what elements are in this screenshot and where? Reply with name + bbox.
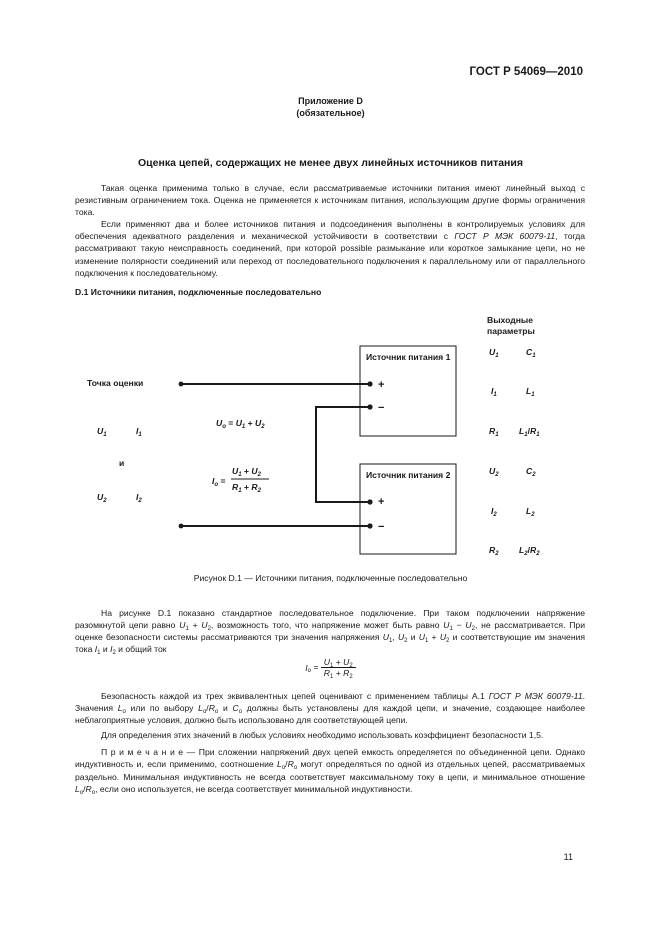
formula-u0: $U_o = U_1 + U_2$ [216,418,265,430]
main-title: Оценка цепей, содержащих не менее двух линейных источников питания [138,157,523,169]
intro-paragraph-1: Такая оценка применима только в случае, если рассматриваемые источники питания имеют линейный выход с резистивным ограничением тока. Оценка не применяется к источникам питания, использующим другие формы ограничения тока. [75,183,585,218]
label-i1-left: $I_1$ [136,426,142,438]
figure-caption: Рисунок D.1 — Источники питания, подключенные последовательно [193,573,468,583]
eval-terminal-bottom [179,524,184,529]
body-text [75,607,585,655]
eval-terminal-top [179,382,184,387]
out-l2r2: $L_2/R_2$ [519,545,540,557]
plus-sign-1: + [378,379,385,391]
minus-sign-2: − [378,521,385,533]
eval-point-label: Точка оценки [87,378,144,388]
total-current-formula: $I_o$ = $\frac{U_1 + U_2}{R_1 + R_2}$ [0,657,661,678]
plus-sign-2: + [378,496,385,508]
formula-i0-den: $R_1 + R_2$ [232,482,261,494]
out-r1: $R_1$ [489,426,499,438]
body-text-2 [75,690,585,795]
label-u1-left: $U_1$ [97,426,107,438]
out-l1: $L_1$ [526,386,535,398]
minus-sign-1: − [378,402,385,414]
standard-header: ГОСТ Р 54069—2010 [469,66,583,78]
intro-paragraph-2: Если применяют два и более источников питания и подсоединения выполнены в контролируемых условиях для обеспечения адекватного разделения и механической устойчивости в соответствии с ГОСТ Р МЭК 60079-11, тогда рассматривают такую неисправность соединений, при которой possible размыкание или короткое замыкание цепи, но не изменение полярности соединений или переход от последовательного подключения к параллельному или от параллельного подключения к последовательному. [75,219,586,278]
body-paragraph-2: Безопасность каждой из трех эквивалентных цепей оценивают с применением таблицы А.1 ГОСТ Р МЭК 60079-11. Значения $L_o$ или по выбору $L_o/R_o$ и $C_o$ должны быть установлены для каждой цепи, и значение, создающее наиболее неблагоприятные условия, должно быть использовано для соответствующей цепи. [75,691,585,726]
appendix-status: (обязательное) [296,108,365,118]
out-l1r1: $L_1/R_1$ [519,426,540,438]
formula-i0-lhs: $I_o$ = [212,476,226,488]
source2-plus-terminal [367,499,372,504]
output-params-label-1: Выходные [487,315,534,325]
label-and: и [119,458,125,468]
out-u1: $U_1$ [489,347,499,359]
out-u2: $U_2$ [489,466,499,478]
note-paragraph: П р и м е ч а н и е — При сложении напряжений двух цепей емкость определяется по объединенной цепи. Однако индуктивность и, если применимо, соотношение $L_o/R_o$ могут определяться по одной из отдельных цепей, рассматриваемых раздельно. Минимальная индуктивность не всегда соответствует максимальному току в цепи, и минимальное отношение $L_o/R_o$, если оно используется, не всегда соответствует минимальной индуктивности. [75,747,585,796]
appendix-title: Приложение D [298,96,363,106]
out-c2: $C_2$ [526,466,536,478]
intro-text [75,182,585,279]
formula-i0-num: $U_1 + U_2$ [232,466,261,478]
source1-label: Источник питания 1 [366,352,451,362]
output-params-label-2: параметры [487,326,535,336]
label-u2-left: $U_2$ [97,492,107,504]
label-i2-left: $I_2$ [136,492,142,504]
section-heading: D.1 Источники питания, подключенные последовательно [75,287,322,297]
body-paragraph-1: На рисунке D.1 показано стандартное последовательное подключение. При таком подключении напряжение разомкнутой цепи равно $U_1 + U_2$, возможность того, что напряжение может быть равно $U_1 - U_2$, не рассматривается. При оценке безопасности системы рассматриваются три значения напряжения $U_1$, $U_2$ и $U_1 + U_2$ и соответствующие им значения тока $I_1$ и $I_2$ и общий ток [75,608,586,657]
series-circuit-diagram [0,300,661,570]
source1-plus-terminal [367,381,372,386]
source2-minus-terminal [367,523,372,528]
out-l2: $L_2$ [526,506,535,518]
out-r2: $R_2$ [489,545,499,557]
wire-link [316,407,370,502]
source2-label: Источник питания 2 [366,470,451,480]
out-c1: $C_1$ [526,347,536,359]
body-paragraph-3: Для определения этих значений в любых условиях необходимо использовать коэффициент безопасности 1,5. [101,730,544,741]
out-i1: $I_1$ [491,386,497,398]
source1-minus-terminal [367,404,372,409]
page-number: 11 [563,852,573,862]
out-i2: $I_2$ [491,506,497,518]
